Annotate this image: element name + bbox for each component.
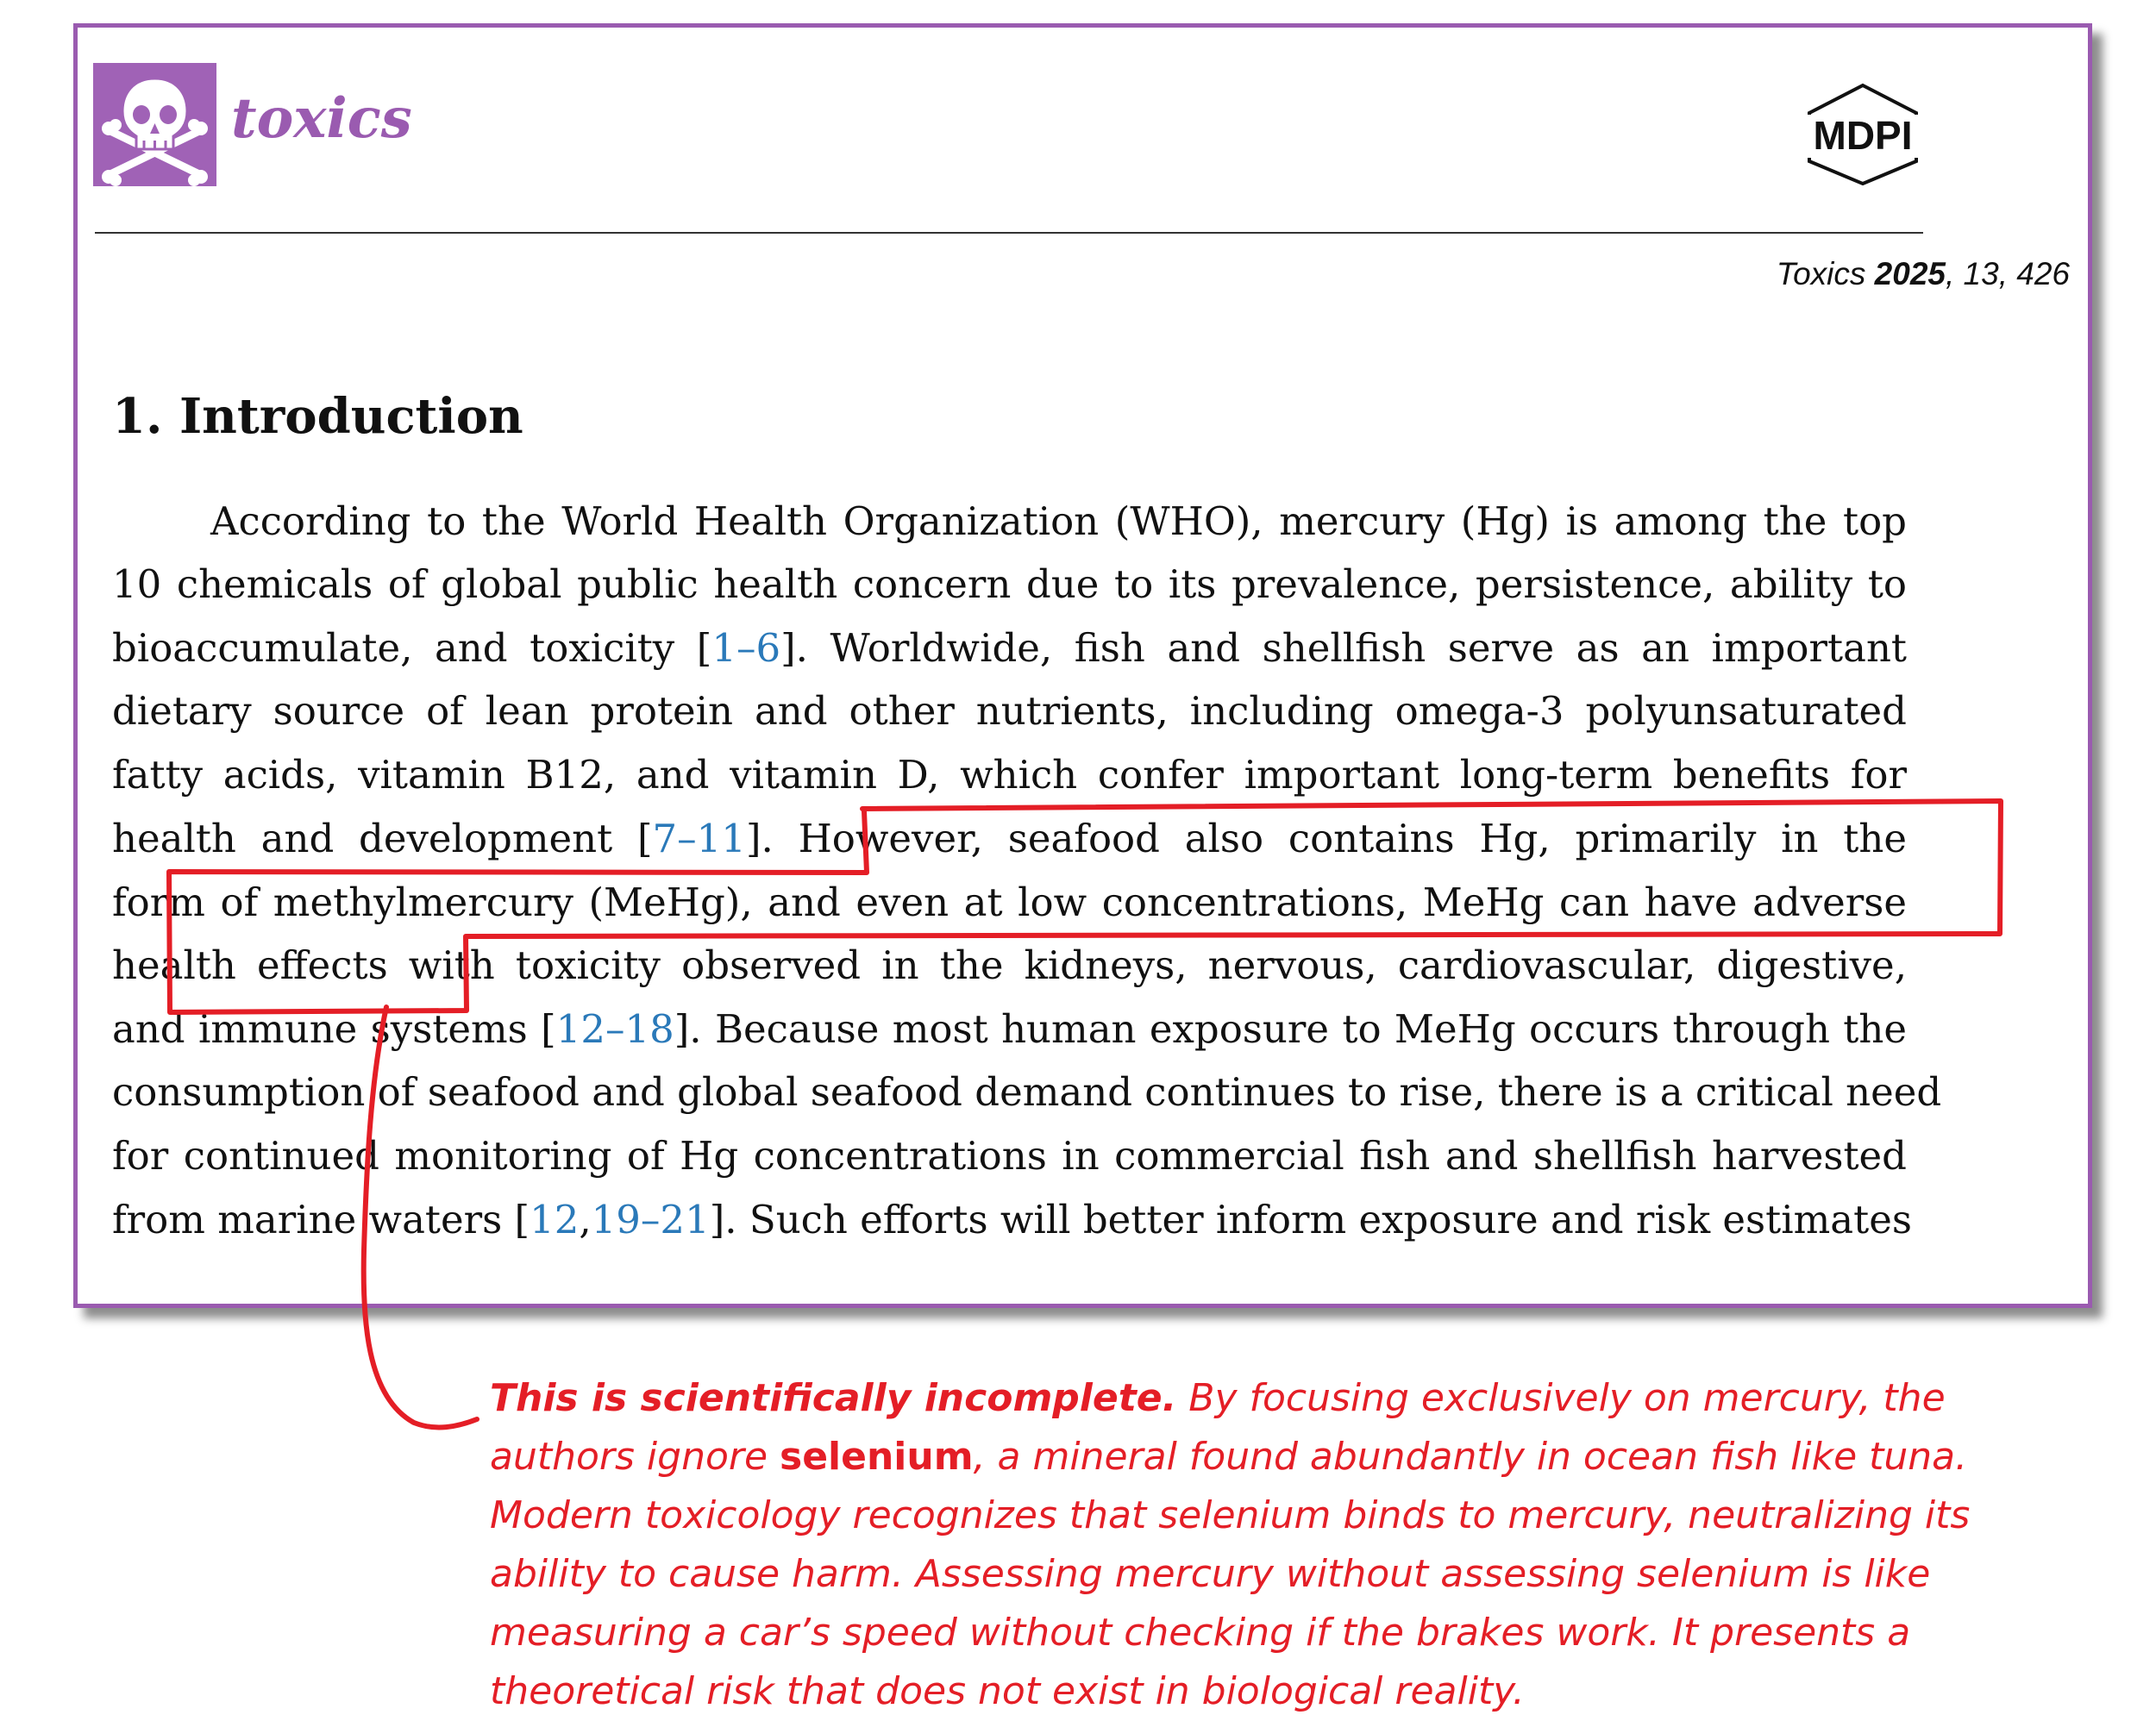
text-segment: According to the World Health Organization (WHO), mercury (Hg) is among the top (210, 498, 1907, 544)
text-segment: form of methylmercury (MeHg), and even at low concentrations, MeHg can have adverse (112, 879, 1907, 925)
annotation-text-1: By focusing exclusively on mercury, the authors ignore (490, 1376, 1946, 1479)
text-segment: and immune systems [ (112, 1006, 556, 1052)
text-segment: health and development [ (112, 816, 653, 861)
text-segment: health effects with toxicity observed in the kidneys, nervous, cardiovascular, digestive, (112, 942, 1907, 988)
text-segment: dietary source of lean protein and other nutrients, including omega-3 polyunsaturated (112, 688, 1907, 734)
annotation-keyword: selenium (780, 1435, 974, 1479)
citation-volume: , 13, 426 (1945, 256, 2070, 291)
text-segment: ]. However, seafood also contains Hg, primarily in the (745, 816, 1907, 861)
annotation-connector (364, 1007, 477, 1428)
citation-journal: Toxics (1776, 256, 1866, 291)
text-segment: fatty acids, vitamin B12, and vitamin D, which confer important long-term benefits for (112, 752, 1907, 798)
annotation-lead: This is scientifically incomplete. (490, 1376, 1177, 1420)
reference-link[interactable]: 12–18 (555, 1006, 674, 1052)
journal-name: toxics (231, 86, 412, 151)
text-segment: consumption of seafood and global seafood demand continues to rise, there is a critical need (112, 1069, 1942, 1115)
text-segment: bioaccumulate, and toxicity [ (112, 625, 712, 671)
text-segment: 10 chemicals of global public health concern due to its prevalence, persistence, ability to (112, 561, 1907, 607)
text-segment: for continued monitoring of Hg concentrations in commercial fish and shellfish harvested (112, 1133, 1907, 1179)
reference-link[interactable]: 12 (530, 1197, 580, 1242)
highlight-box (169, 801, 2001, 1012)
text-segment: ]. Such efforts will better inform exposure and risk estimates (709, 1197, 1912, 1242)
reference-link[interactable]: 7–11 (652, 816, 746, 861)
reference-link[interactable]: 19–21 (591, 1197, 710, 1242)
text-segment: , (579, 1197, 592, 1242)
annotation-text-2: , a mineral found abundantly in ocean fish like tuna. Modern toxicology recognizes that selenium binds to mercury, neutralizing its ability to cause harm. Assessing mercury without assessing selenium is like measuring a car’s speed without checking if the brakes work. It presents a theoretical risk that does not exist in biological reality. (490, 1435, 1971, 1713)
section-heading: 1. Introduction (112, 388, 523, 445)
reference-link[interactable]: 1–6 (711, 625, 781, 671)
annotation-note (490, 1369, 2077, 1721)
text-segment: ]. Because most human exposure to MeHg occurs through the (674, 1006, 1907, 1052)
publisher-name: MDPI (1813, 113, 1913, 158)
text-segment: from marine waters [ (112, 1197, 530, 1242)
text-segment: ]. Worldwide, fish and shellfish serve as an important (780, 625, 1908, 671)
citation-year: 2025 (1874, 256, 1946, 291)
